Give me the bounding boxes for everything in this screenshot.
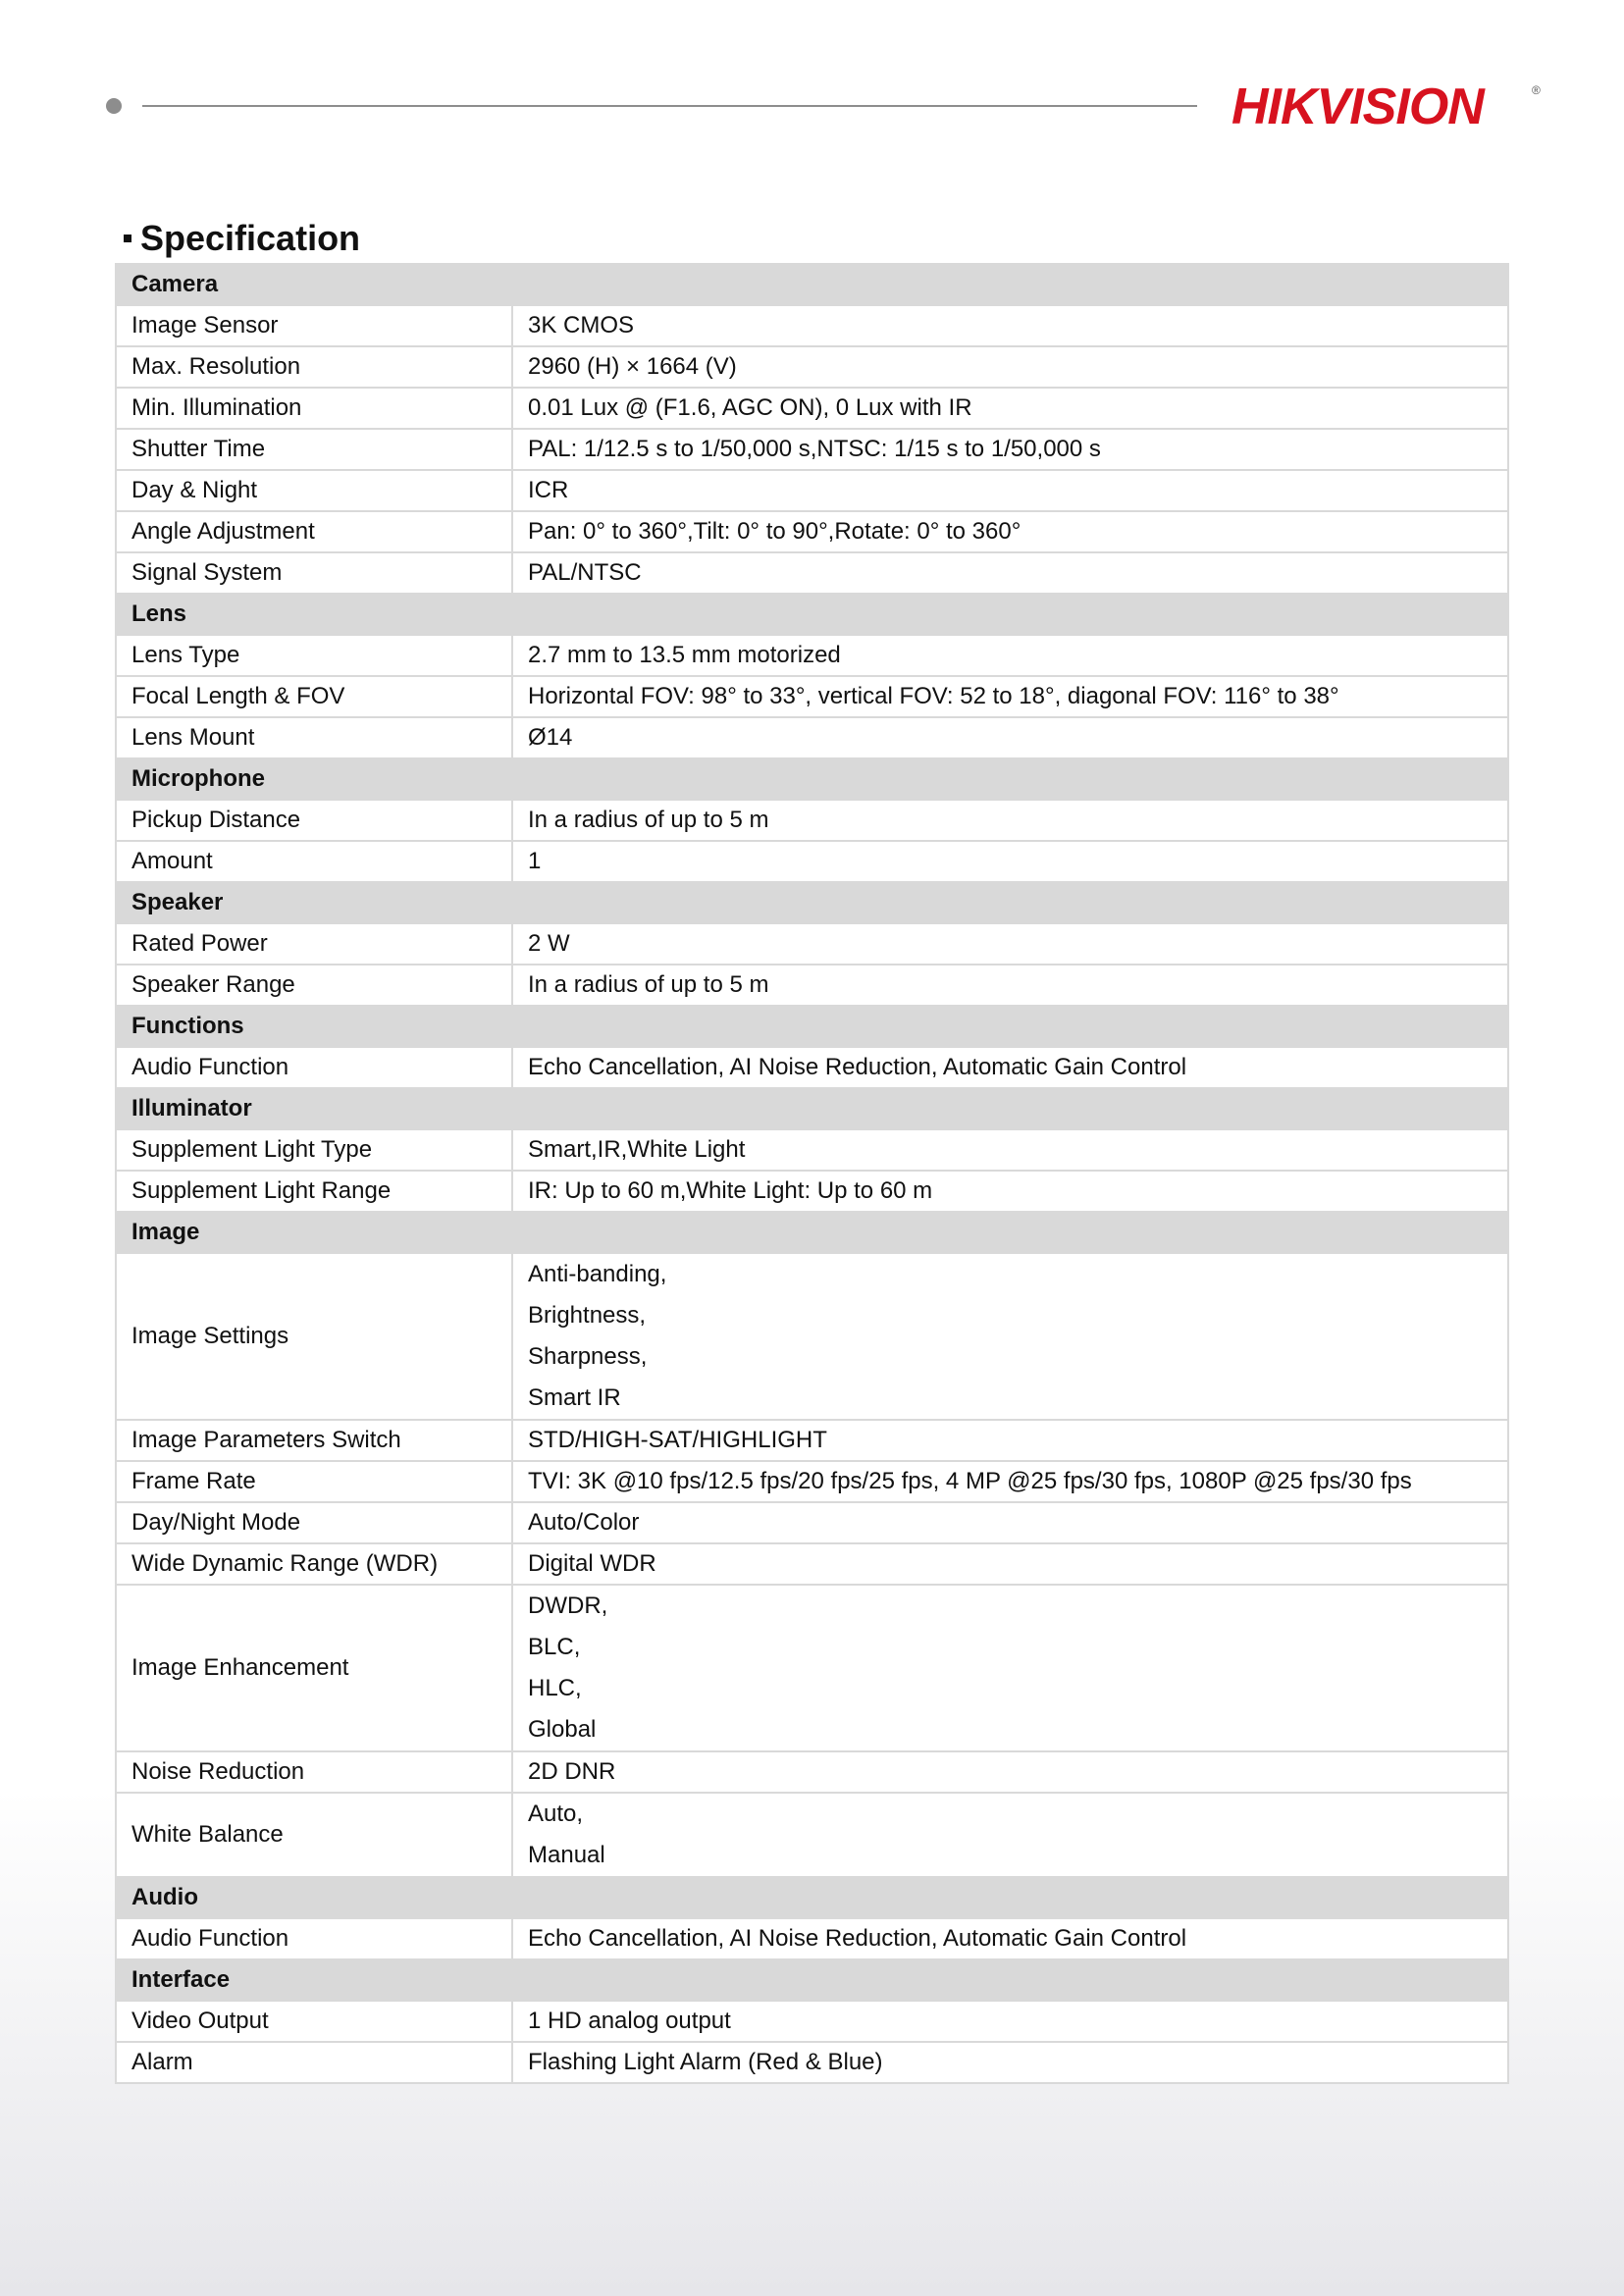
section-header-row	[116, 594, 1508, 635]
spec-label: Amount	[116, 841, 512, 882]
spec-row	[116, 1253, 1508, 1420]
section-header: Speaker	[116, 882, 512, 923]
spec-row	[116, 923, 1508, 965]
section-header-filler	[512, 594, 1508, 635]
spec-row	[116, 1129, 1508, 1171]
spec-value: In a radius of up to 5 m	[512, 965, 1508, 1006]
section-header-filler	[512, 1877, 1508, 1918]
spec-value: PAL/NTSC	[512, 552, 1508, 594]
spec-value-line: Sharpness,	[528, 1343, 648, 1370]
spec-row	[116, 346, 1508, 388]
spec-label: Supplement Light Type	[116, 1129, 512, 1171]
spec-value: Horizontal FOV: 98° to 33°, vertical FOV: 52 to 18°, diagonal FOV: 116° to 38°	[512, 676, 1508, 717]
spec-label: Pickup Distance	[116, 800, 512, 841]
spec-label: Day & Night	[116, 470, 512, 511]
spec-value: 2 W	[512, 923, 1508, 965]
spec-label: Image Enhancement	[116, 1585, 512, 1751]
section-header: Lens	[116, 594, 512, 635]
spec-row	[116, 1047, 1508, 1088]
spec-label: Audio Function	[116, 1918, 512, 1959]
section-header-filler	[512, 1006, 1508, 1047]
spec-value: IR: Up to 60 m,White Light: Up to 60 m	[512, 1171, 1508, 1212]
section-header-filler	[512, 1088, 1508, 1129]
spec-label: White Balance	[116, 1793, 512, 1877]
section-header-row	[116, 1006, 1508, 1047]
spec-value	[512, 1793, 1508, 1877]
spec-row	[116, 429, 1508, 470]
section-header-row	[116, 1212, 1508, 1253]
spec-label: Focal Length & FOV	[116, 676, 512, 717]
title-bullet	[124, 235, 131, 242]
spec-label: Speaker Range	[116, 965, 512, 1006]
spec-row	[116, 1543, 1508, 1585]
spec-label: Wide Dynamic Range (WDR)	[116, 1543, 512, 1585]
brand-logo-text: HIKVISION	[1231, 78, 1484, 135]
spec-label: Image Parameters Switch	[116, 1420, 512, 1461]
spec-value-line: Anti-banding,	[528, 1261, 667, 1287]
spec-value: 0.01 Lux @ (F1.6, AGC ON), 0 Lux with IR	[512, 388, 1508, 429]
section-header-filler	[512, 758, 1508, 800]
svg-text:®: ®	[1532, 83, 1541, 97]
spec-value: 3K CMOS	[512, 305, 1508, 346]
spec-label: Signal System	[116, 552, 512, 594]
spec-value: 1	[512, 841, 1508, 882]
spec-value: PAL: 1/12.5 s to 1/50,000 s,NTSC: 1/15 s to 1/50,000 s	[512, 429, 1508, 470]
page-title	[124, 218, 360, 259]
spec-value-line: BLC,	[528, 1634, 581, 1660]
section-header-row	[116, 1088, 1508, 1129]
spec-row	[116, 800, 1508, 841]
spec-label: Angle Adjustment	[116, 511, 512, 552]
spec-label: Lens Type	[116, 635, 512, 676]
spec-label: Audio Function	[116, 1047, 512, 1088]
spec-value: Auto/Color	[512, 1502, 1508, 1543]
spec-value	[512, 1253, 1508, 1420]
header-dot	[106, 98, 122, 114]
spec-value: ICR	[512, 470, 1508, 511]
spec-row	[116, 1918, 1508, 1959]
spec-label: Supplement Light Range	[116, 1171, 512, 1212]
spec-value: STD/HIGH-SAT/HIGHLIGHT	[512, 1420, 1508, 1461]
spec-label: Day/Night Mode	[116, 1502, 512, 1543]
spec-row	[116, 635, 1508, 676]
spec-value-line: Manual	[528, 1842, 605, 1868]
spec-row	[116, 552, 1508, 594]
spec-value: 1 HD analog output	[512, 2001, 1508, 2042]
spec-value-line: Auto,	[528, 1800, 584, 1827]
spec-label: Alarm	[116, 2042, 512, 2083]
spec-row	[116, 1461, 1508, 1502]
section-header: Audio	[116, 1877, 512, 1918]
spec-value: 2960 (H) × 1664 (V)	[512, 346, 1508, 388]
spec-row	[116, 2001, 1508, 2042]
spec-value-line: Brightness,	[528, 1302, 647, 1329]
spec-label: Noise Reduction	[116, 1751, 512, 1793]
spec-row	[116, 965, 1508, 1006]
section-header-filler	[512, 264, 1508, 305]
spec-row	[116, 676, 1508, 717]
spec-row	[116, 717, 1508, 758]
spec-value: Echo Cancellation, AI Noise Reduction, Automatic Gain Control	[512, 1047, 1508, 1088]
spec-row	[116, 1171, 1508, 1212]
spec-label: Video Output	[116, 2001, 512, 2042]
spec-value: 2.7 mm to 13.5 mm motorized	[512, 635, 1508, 676]
spec-label: Frame Rate	[116, 1461, 512, 1502]
section-header: Functions	[116, 1006, 512, 1047]
spec-value: Digital WDR	[512, 1543, 1508, 1585]
section-header-filler	[512, 1212, 1508, 1253]
header-rule	[142, 105, 1197, 107]
spec-row	[116, 1793, 1508, 1877]
spec-value: TVI: 3K @10 fps/12.5 fps/20 fps/25 fps, 4 MP @25 fps/30 fps, 1080P @25 fps/30 fps	[512, 1461, 1508, 1502]
page-title-text: Specification	[140, 218, 361, 258]
spec-row	[116, 511, 1508, 552]
spec-label: Lens Mount	[116, 717, 512, 758]
spec-value: Echo Cancellation, AI Noise Reduction, Automatic Gain Control	[512, 1918, 1508, 1959]
spec-row	[116, 388, 1508, 429]
spec-label: Rated Power	[116, 923, 512, 965]
spec-row	[116, 470, 1508, 511]
spec-label: Image Settings	[116, 1253, 512, 1420]
spec-table	[115, 263, 1509, 2084]
section-header: Camera	[116, 264, 512, 305]
spec-row	[116, 841, 1508, 882]
brand-logo	[1231, 77, 1545, 135]
spec-value: Flashing Light Alarm (Red & Blue)	[512, 2042, 1508, 2083]
spec-row	[116, 1420, 1508, 1461]
section-header-row	[116, 1959, 1508, 2001]
spec-value-line: HLC,	[528, 1675, 582, 1701]
section-header-row	[116, 758, 1508, 800]
section-header: Image	[116, 1212, 512, 1253]
section-header-row	[116, 264, 1508, 305]
spec-row	[116, 2042, 1508, 2083]
section-header: Illuminator	[116, 1088, 512, 1129]
spec-row	[116, 1585, 1508, 1751]
spec-value: Smart,IR,White Light	[512, 1129, 1508, 1171]
section-header: Interface	[116, 1959, 512, 2001]
section-header-filler	[512, 882, 1508, 923]
spec-value: Pan: 0° to 360°,Tilt: 0° to 90°,Rotate: 0° to 360°	[512, 511, 1508, 552]
spec-label: Max. Resolution	[116, 346, 512, 388]
spec-row	[116, 1502, 1508, 1543]
section-header: Microphone	[116, 758, 512, 800]
spec-value: In a radius of up to 5 m	[512, 800, 1508, 841]
spec-value-line: Global	[528, 1716, 597, 1743]
spec-value-line: Smart IR	[528, 1384, 621, 1411]
section-header-row	[116, 1877, 1508, 1918]
spec-value: Ø14	[512, 717, 1508, 758]
spec-value: 2D DNR	[512, 1751, 1508, 1793]
spec-value	[512, 1585, 1508, 1751]
spec-label: Shutter Time	[116, 429, 512, 470]
section-header-filler	[512, 1959, 1508, 2001]
spec-value-line: DWDR,	[528, 1592, 608, 1619]
section-header-row	[116, 882, 1508, 923]
spec-row	[116, 1751, 1508, 1793]
spec-label: Image Sensor	[116, 305, 512, 346]
spec-row	[116, 305, 1508, 346]
spec-label: Min. Illumination	[116, 388, 512, 429]
